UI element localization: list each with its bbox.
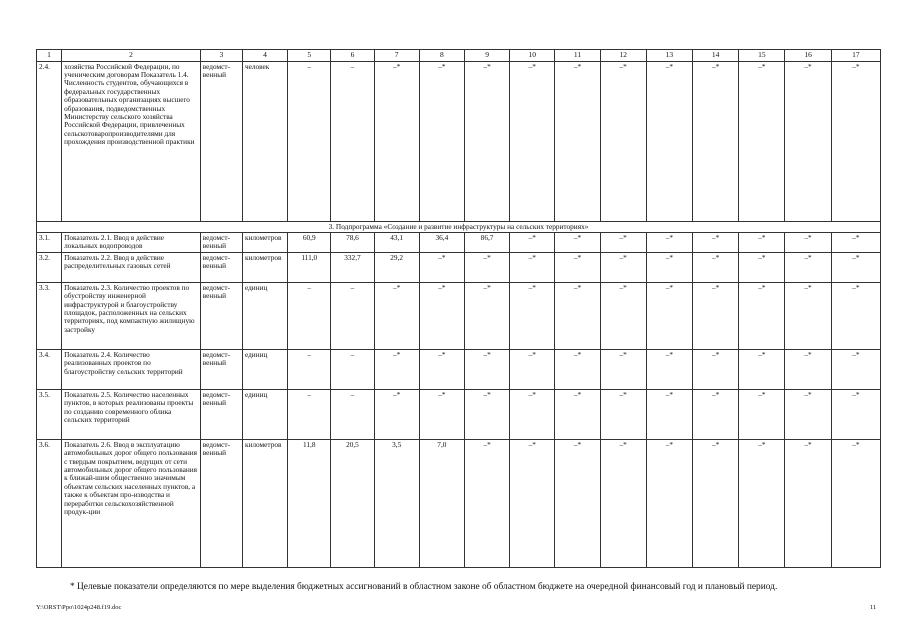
unit: единиц <box>242 389 287 439</box>
value-cell: –* <box>600 439 646 567</box>
table-row <box>37 349 881 389</box>
table-row <box>37 252 881 282</box>
file-path: Y:\ORST\Ppo\1024p248.f19.doc <box>36 604 122 611</box>
value-cell: 36,4 <box>419 233 464 253</box>
indicator-name: Показатель 2.1. Ввод в действие локальных водопроводов <box>62 233 201 253</box>
column-number: 12 <box>600 50 646 62</box>
section-row <box>37 221 881 232</box>
value-cell: –* <box>646 252 692 282</box>
value-cell: –* <box>510 439 555 567</box>
data-source: ведомст-венный <box>200 349 242 389</box>
value-cell: –* <box>555 252 600 282</box>
value-cell: –* <box>555 389 600 439</box>
data-source: ведомст-венный <box>200 439 242 567</box>
value-cell: –* <box>646 282 692 349</box>
value-cell: –* <box>646 389 692 439</box>
value-cell: –* <box>374 389 419 439</box>
value-cell: 11,8 <box>288 439 331 567</box>
row-number: 3.4. <box>37 349 62 389</box>
indicator-name: Показатель 2.6. Ввод в эксплуатацию автомобильных дорог общего пользования с твердым покрытием, ведущих от сети автомобильных дорог общего пользования к ближай-шим общественно значимым объектам сельских населенных пунктов, а также к объектам про-изводства и переработки сельскохозяйственной продук-ции <box>62 439 201 567</box>
column-number: 14 <box>693 50 739 62</box>
value-cell: –* <box>374 61 419 221</box>
value-cell: –* <box>739 282 785 349</box>
column-number: 13 <box>646 50 692 62</box>
value-cell: –* <box>464 389 509 439</box>
data-source: ведомст-венный <box>200 252 242 282</box>
value-cell: –* <box>464 439 509 567</box>
table-row <box>37 439 881 567</box>
value-cell: –* <box>464 252 509 282</box>
column-number: 11 <box>555 50 600 62</box>
column-number: 5 <box>288 50 331 62</box>
value-cell: –* <box>555 349 600 389</box>
value-cell: –* <box>555 233 600 253</box>
value-cell: –* <box>600 233 646 253</box>
value-cell: –* <box>831 349 880 389</box>
value-cell: – <box>331 282 374 349</box>
value-cell: –* <box>693 439 739 567</box>
value-cell: –* <box>785 233 831 253</box>
value-cell: –* <box>693 252 739 282</box>
value-cell: –* <box>785 389 831 439</box>
data-source: ведомст-венный <box>200 233 242 253</box>
value-cell: –* <box>831 252 880 282</box>
value-cell: –* <box>510 349 555 389</box>
section-title: 3. Подпрограмма «Создание и развитие инфраструктуры на сельских территориях» <box>37 221 881 232</box>
row-number: 3.5. <box>37 389 62 439</box>
row-number: 3.1. <box>37 233 62 253</box>
value-cell: –* <box>600 61 646 221</box>
value-cell: –* <box>646 233 692 253</box>
value-cell: 332,7 <box>331 252 374 282</box>
value-cell: – <box>331 61 374 221</box>
indicator-name: Показатель 2.5. Количество населенных пунктов, в которых реализованы проекты по созданию современного облика сельских территорий <box>62 389 201 439</box>
value-cell: 3,5 <box>374 439 419 567</box>
value-cell: –* <box>419 252 464 282</box>
value-cell: –* <box>419 389 464 439</box>
value-cell: –* <box>419 349 464 389</box>
column-number: 1 <box>37 50 62 62</box>
data-source: ведомст-венный <box>200 282 242 349</box>
value-cell: –* <box>785 439 831 567</box>
value-cell: –* <box>555 61 600 221</box>
value-cell: 111,0 <box>288 252 331 282</box>
value-cell: – <box>288 282 331 349</box>
column-number-row <box>37 50 881 62</box>
value-cell: –* <box>464 282 509 349</box>
unit: километров <box>242 439 287 567</box>
value-cell: –* <box>555 439 600 567</box>
value-cell: –* <box>739 349 785 389</box>
value-cell: –* <box>785 61 831 221</box>
value-cell: –* <box>693 349 739 389</box>
indicator-name: хозяйства Российской Федерации, по ученическим договорам Показатель 1.4. Численность студентов, обучающихся в федеральных государственных образовательных организациях высшего образования, подведомственных Министерству сельского хозяйства Российской Федерации, привлеченных сельскотоваропроизводителями для прохождения производственной практики <box>62 61 201 221</box>
value-cell: –* <box>693 61 739 221</box>
value-cell: –* <box>785 282 831 349</box>
value-cell: –* <box>510 282 555 349</box>
row-number: 3.2. <box>37 252 62 282</box>
unit: единиц <box>242 349 287 389</box>
value-cell: –* <box>693 389 739 439</box>
value-cell: –* <box>831 61 880 221</box>
value-cell: –* <box>739 252 785 282</box>
value-cell: –* <box>600 349 646 389</box>
value-cell: – <box>331 389 374 439</box>
value-cell: –* <box>510 389 555 439</box>
unit: километров <box>242 252 287 282</box>
value-cell: –* <box>646 61 692 221</box>
value-cell: – <box>331 349 374 389</box>
value-cell: –* <box>464 349 509 389</box>
value-cell: –* <box>739 389 785 439</box>
table-body <box>37 50 881 568</box>
value-cell: –* <box>464 61 509 221</box>
value-cell: –* <box>600 252 646 282</box>
value-cell: –* <box>374 282 419 349</box>
table-row <box>37 389 881 439</box>
table-row <box>37 61 881 221</box>
unit: человек <box>242 61 287 221</box>
value-cell: –* <box>739 61 785 221</box>
footnote: * Целевые показатели определяются по мере выделения бюджетных ассигнований в областном законе об областном бюджете на очередной финансовый год и плановый период. <box>70 582 778 592</box>
value-cell: 20,5 <box>331 439 374 567</box>
value-cell: –* <box>739 233 785 253</box>
unit: километров <box>242 233 287 253</box>
column-number: 7 <box>374 50 419 62</box>
value-cell: –* <box>419 282 464 349</box>
value-cell: 86,7 <box>464 233 509 253</box>
value-cell: –* <box>831 233 880 253</box>
column-number: 15 <box>739 50 785 62</box>
value-cell: –* <box>510 233 555 253</box>
value-cell: –* <box>831 389 880 439</box>
page-number: 11 <box>870 604 877 611</box>
value-cell: 43,1 <box>374 233 419 253</box>
value-cell: –* <box>693 282 739 349</box>
value-cell: –* <box>646 349 692 389</box>
value-cell: –* <box>646 439 692 567</box>
value-cell: –* <box>510 252 555 282</box>
value-cell: –* <box>693 233 739 253</box>
indicator-name: Показатель 2.3. Количество проектов по обустройству инженерной инфраструктурой и благоустройству площадок, расположенных на сельских территориях, под компактную жилищную застройку <box>62 282 201 349</box>
column-number: 8 <box>419 50 464 62</box>
indicator-name: Показатель 2.2. Ввод в действие распределительных газовых сетей <box>62 252 201 282</box>
value-cell: –* <box>600 389 646 439</box>
column-number: 9 <box>464 50 509 62</box>
data-source: ведомст-венный <box>200 389 242 439</box>
value-cell: –* <box>739 439 785 567</box>
value-cell: –* <box>831 282 880 349</box>
column-number: 3 <box>200 50 242 62</box>
value-cell: –* <box>785 252 831 282</box>
value-cell: –* <box>510 61 555 221</box>
value-cell: 29,2 <box>374 252 419 282</box>
value-cell: 78,6 <box>331 233 374 253</box>
column-number: 16 <box>785 50 831 62</box>
value-cell: –* <box>831 439 880 567</box>
row-number: 2.4. <box>37 61 62 221</box>
column-number: 4 <box>242 50 287 62</box>
value-cell: –* <box>600 282 646 349</box>
column-number: 2 <box>62 50 201 62</box>
row-number: 3.3. <box>37 282 62 349</box>
value-cell: –* <box>785 349 831 389</box>
value-cell: – <box>288 349 331 389</box>
value-cell: 7,0 <box>419 439 464 567</box>
column-number: 17 <box>831 50 880 62</box>
value-cell: 60,9 <box>288 233 331 253</box>
value-cell: –* <box>555 282 600 349</box>
value-cell: – <box>288 389 331 439</box>
table-row <box>37 233 881 253</box>
column-number: 6 <box>331 50 374 62</box>
column-number: 10 <box>510 50 555 62</box>
value-cell: –* <box>419 61 464 221</box>
row-number: 3.6. <box>37 439 62 567</box>
indicators-table <box>36 49 881 568</box>
value-cell: –* <box>374 349 419 389</box>
data-source: ведомст-венный <box>200 61 242 221</box>
indicator-name: Показатель 2.4. Количество реализованных проектов по благоустройству сельских территорий <box>62 349 201 389</box>
table-row <box>37 282 881 349</box>
value-cell: – <box>288 61 331 221</box>
unit: единиц <box>242 282 287 349</box>
